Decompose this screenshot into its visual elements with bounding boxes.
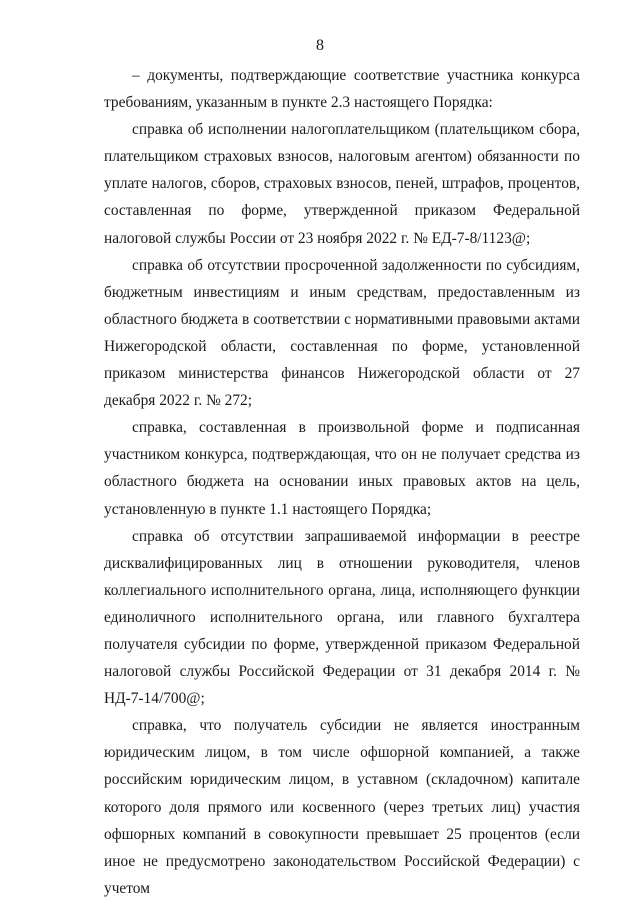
paragraph-tax-certificate: справка об исполнении налогоплательщиком (плательщиком сбора, плательщиком страховых взносов, налоговым агентом) обязанности по уплате налогов, сборов, страховых взносов, пеней, штрафов, процентов, составленная по форме, утвержденной приказом Федеральной налоговой службы России от 23 ноября 2022 г. № ЕД-7-8/1123@;	[104, 121, 580, 247]
document-body	[104, 62, 580, 902]
paragraph-no-other-funds-certificate: справка, составленная в произвольной форме и подписанная участником конкурса, подтверждающая, что он не получает средства из областного бюджета на основании иных правовых актов на цель, установленную в пункте 1.1 настоящего Порядка;	[104, 419, 580, 518]
paragraph-not-foreign-entity-certificate: справка, что получатель субсидии не является иностранным юридическим лицом, в том числе офшорной компанией, а также российским юридическим лицом, в уставном (складочном) капитале которого доля прямого или косвенного (через третьих лиц) участия офшорных компаний в совокупности превышает 25 процентов (если иное не предусмотрено законодательством Российской Федерации) с учетом	[104, 717, 580, 897]
paragraph-documents-requirements: – документы, подтверждающие соответствие участника конкурса требованиям, указанным в пункте 2.3 настоящего Порядка:	[104, 67, 580, 112]
paragraph-disqualified-persons-certificate: справка об отсутствии запрашиваемой информации в реестре дисквалифицированных лиц в отношении руководителя, членов коллегиального исполнительного органа, лица, исполняющего функции единоличного исполнительного органа, или главного бухгалтера получателя субсидии по форме, утвержденной приказом Федеральной налоговой службы Российской Федерации от 31 декабря 2014 г. № НД-7-14/700@;	[104, 527, 580, 708]
paragraph-no-overdue-debt-certificate: справка об отсутствии просроченной задолженности по субсидиям, бюджетным инвестициям и иным средствам, предоставленным из областного бюджета в соответствии с нормативными правовыми актами Нижегородской области, составленная по форме, установленной приказом министерства финансов Нижегородской области от 27 декабря 2022 г. № 272;	[104, 256, 580, 410]
page-number: 8	[316, 37, 324, 54]
